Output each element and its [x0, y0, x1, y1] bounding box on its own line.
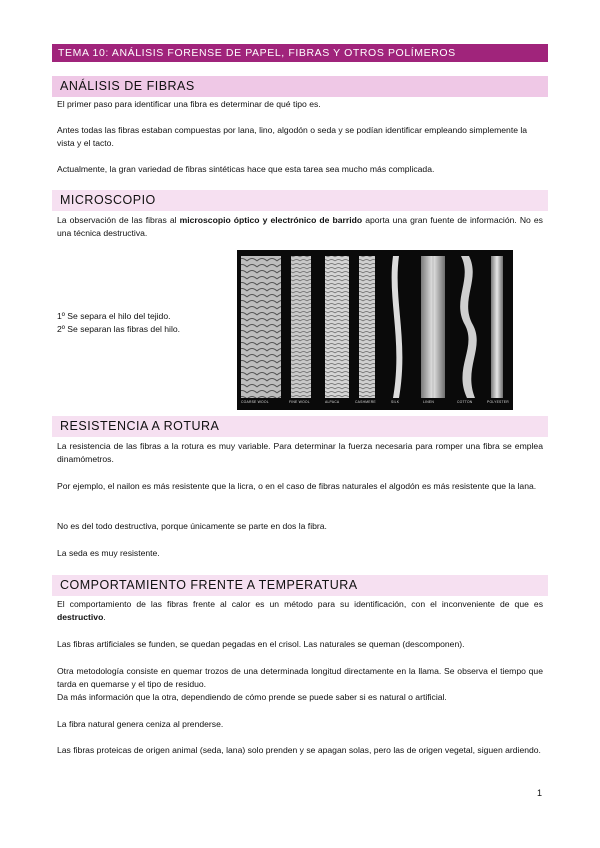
- paragraph: Otra metodología consiste en quemar trozos de una determinada longitud directamente en la llama. Se observa el tiempo que tarda en quemarse y el tipo de residuo.: [57, 666, 543, 689]
- paragraph: No es del todo destructiva, porque únicamente se parte en dos la fibra.: [57, 521, 327, 531]
- paragraph: Actualmente, la gran variedad de fibras sintéticas hace que esta tarea sea mucho más complicada.: [57, 164, 435, 174]
- image-caption: FINE WOOL: [289, 400, 310, 404]
- paragraph: Da más información que la otra, dependiendo de cómo prende se puede saber si es natural o artificial.: [57, 692, 447, 702]
- paragraph: Las fibras proteicas de origen animal (seda, lana) solo prenden y se apagan solas, pero las de origen vegetal, siguen ardiendo.: [57, 745, 541, 755]
- image-caption: ALPACA: [325, 400, 340, 404]
- step-item: 2º Se separan las fibras del hilo.: [57, 324, 181, 334]
- image-caption: POLYESTER: [487, 400, 509, 404]
- section-heading-analisis-fibras: ANÁLISIS DE FIBRAS: [52, 76, 548, 97]
- paragraph: La seda es muy resistente.: [57, 548, 160, 558]
- page-number: 1: [537, 788, 543, 798]
- step-item: 1º Se separa el hilo del tejido.: [57, 311, 171, 321]
- fiber-silk: [392, 256, 403, 398]
- paragraph: La fibra natural genera ceniza al prenderse.: [57, 719, 224, 729]
- paragraph: Por ejemplo, el nailon es más resistente que la licra, o en el caso de fibras naturales el algodón es más resistente que la lana.: [57, 481, 537, 491]
- fiber-polyester: [491, 256, 503, 398]
- paragraph: Antes todas las fibras estaban compuestas por lana, lino, algodón o seda y se podían identificar empleando simplemente la vista y el tacto.: [57, 125, 528, 148]
- fiber-cotton: [460, 256, 477, 398]
- section-heading-temperatura: COMPORTAMIENTO FRENTE A TEMPERATURA: [52, 575, 548, 596]
- steps-list: [57, 310, 180, 336]
- paragraph: El comportamiento de las fibras frente al calor es un método para su identificación, con el inconveniente de que es destructivo.: [57, 599, 543, 622]
- paragraph: La resistencia de las fibras a la rotura es muy variable. Para determinar la fuerza necesaria para romper una fibra se emplea dinamómetros.: [57, 441, 543, 464]
- image-caption: LINEN: [423, 400, 434, 404]
- image-caption: CASHMERE: [355, 400, 376, 404]
- fiber-micrograph-image: [237, 250, 513, 410]
- image-caption: COTTON: [457, 400, 473, 404]
- paragraph: La observación de las fibras al microscopio óptico y electrónico de barrido aporta una gran fuente de información. No es una técnica destructiva.: [57, 215, 543, 238]
- document-title: TEMA 10: ANÁLISIS FORENSE DE PAPEL, FIBRAS Y OTROS POLÍMEROS: [52, 44, 548, 62]
- section-heading-microscopio: MICROSCOPIO: [52, 190, 548, 211]
- image-caption: COARSE WOOL: [241, 400, 269, 404]
- section-heading-resistencia: RESISTENCIA A ROTURA: [52, 416, 548, 437]
- paragraph: El primer paso para identificar una fibra es determinar de qué tipo es.: [57, 99, 321, 109]
- paragraph: Las fibras artificiales se funden, se quedan pegadas en el crisol. Las naturales se queman (descomponen).: [57, 639, 465, 649]
- image-caption: SILK: [391, 400, 400, 404]
- fiber-micrograph-drawing: [237, 250, 513, 410]
